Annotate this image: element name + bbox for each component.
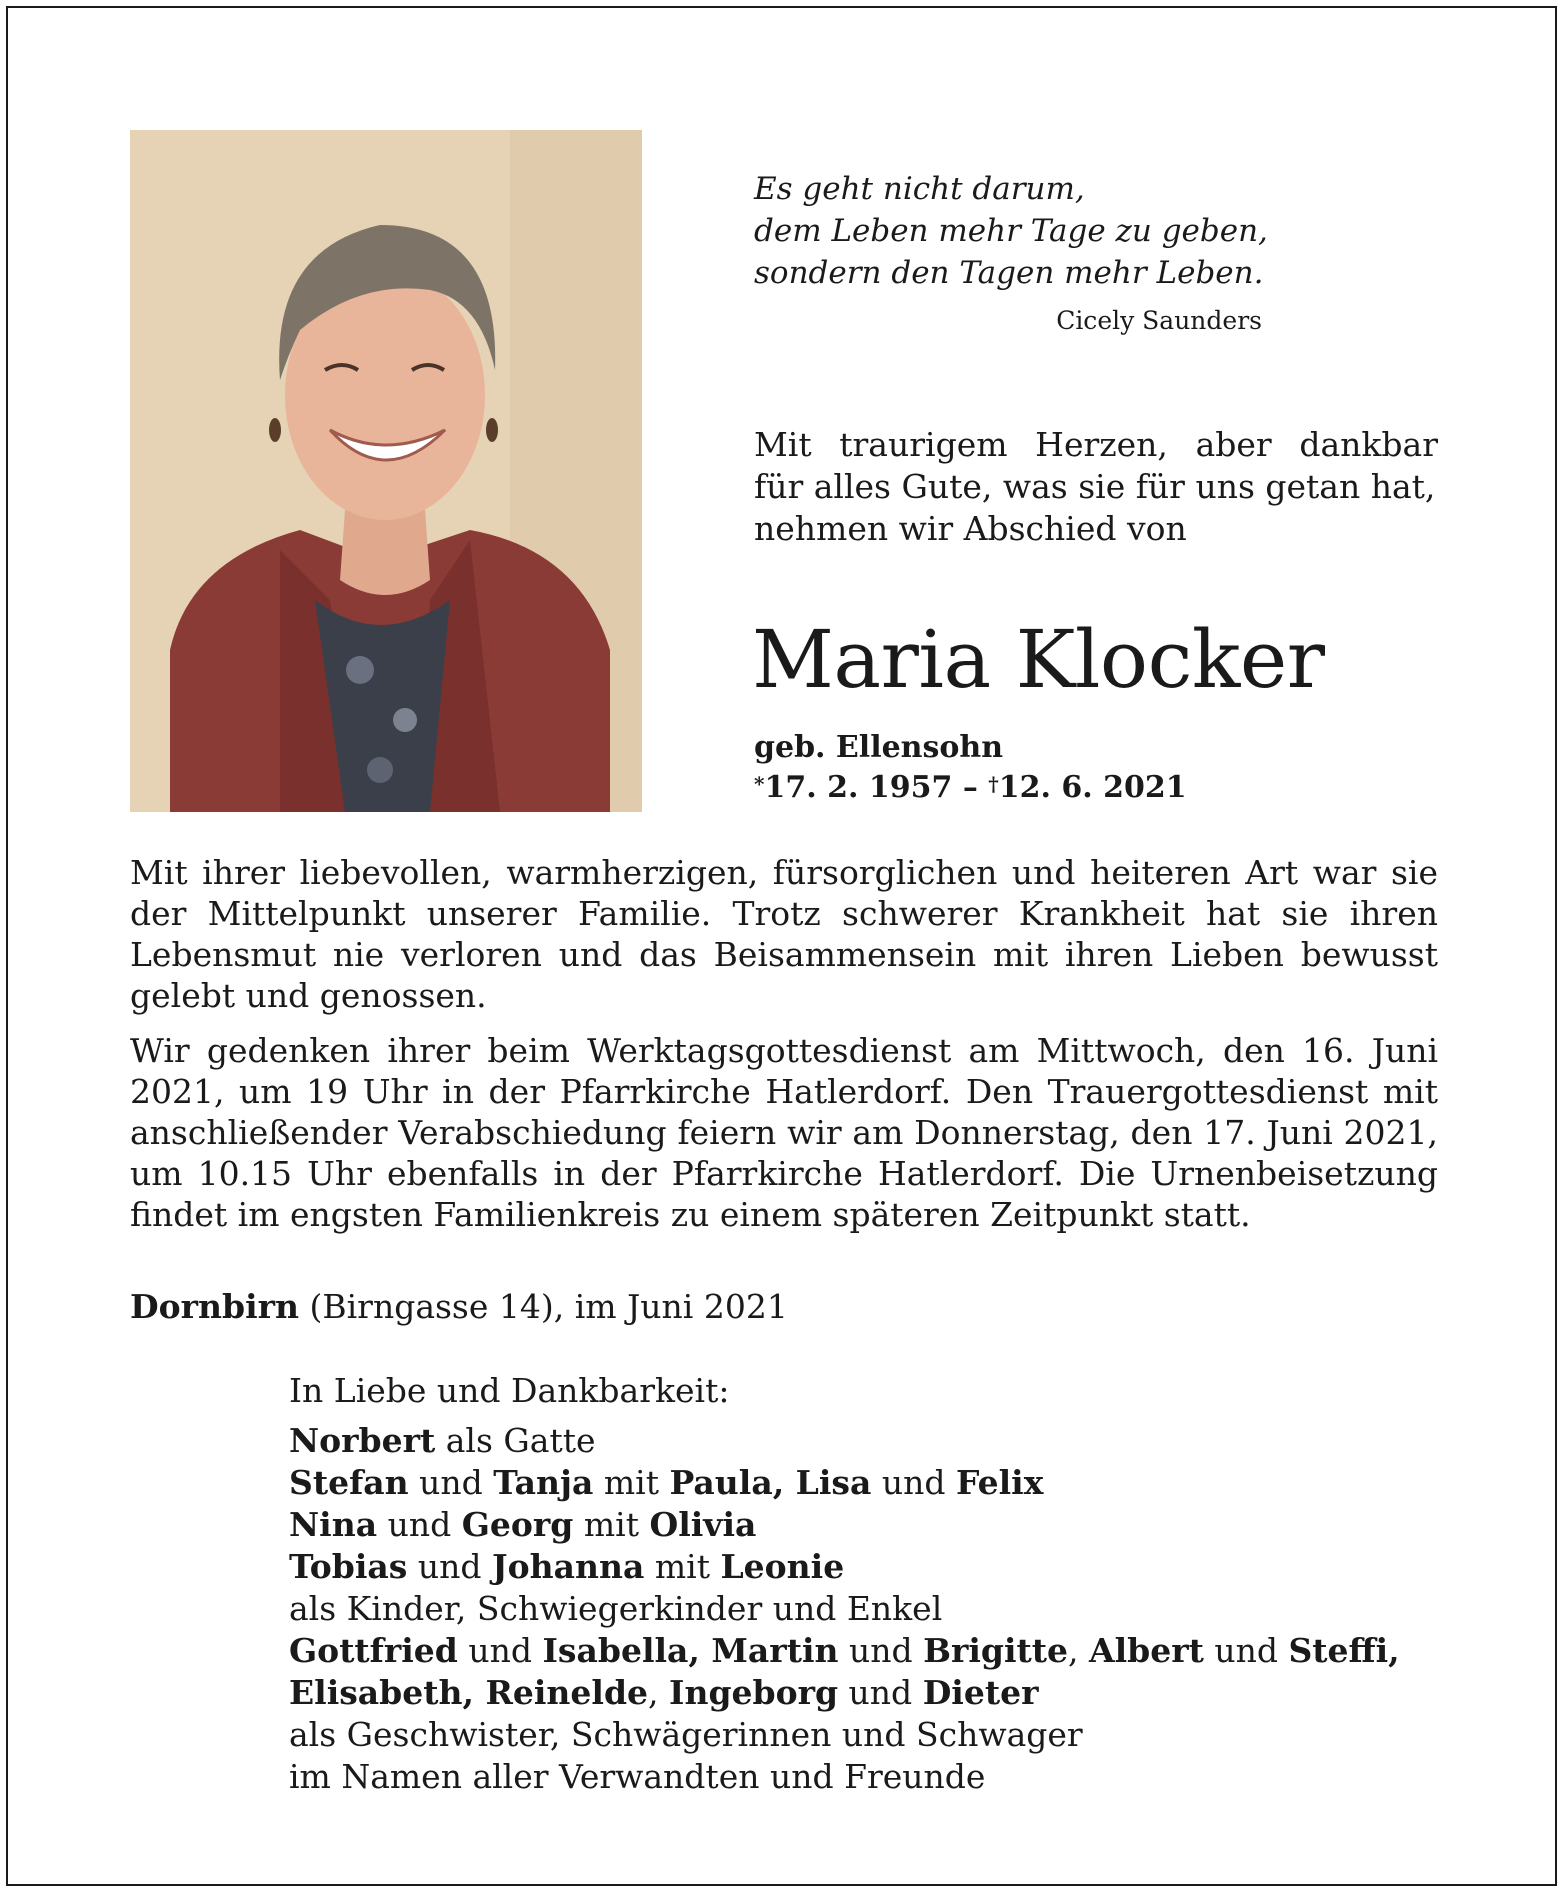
maiden-name: geb. Ellensohn — [754, 730, 1004, 765]
body-paragraph: Wir gedenken ihrer beim Werktagsgottesdienst am Mittwoch, den 16. Juni 2021, um 19 Uhr in der Pfarrkirche Hatlerdorf. Den Trauergottesdienst mit anschließender Verabschiedung feiern wir am Donnerstag, den 17. Juni 2021, um 10.15 Uhr ebenfalls in der Pfarrkirche Hatlerdorf. Die Urnenbeisetzung findet im engsten Familienkreis zu einem späteren Zeitpunkt statt. — [130, 1031, 1438, 1234]
mourner-line — [289, 1462, 1449, 1504]
mourner-name: Gottfried — [289, 1631, 458, 1670]
place-address: (Birngasse 14), im Juni 2021 — [299, 1287, 788, 1326]
mourner-text: und — [457, 1631, 543, 1670]
mourner-line — [289, 1420, 1449, 1462]
mourner-text: als Kinder, Schwiegerkinder und Enkel — [289, 1589, 943, 1628]
mourners-intro: In Liebe und Dankbarkeit: — [289, 1371, 730, 1410]
mourner-text: im Namen aller Verwandten und Freunde — [289, 1757, 986, 1796]
mourner-line — [289, 1714, 1449, 1756]
mourner-name: Tobias — [289, 1547, 408, 1586]
mourner-name: Stefan — [289, 1463, 409, 1502]
mourner-line — [289, 1756, 1449, 1798]
mourner-name: Nina — [289, 1505, 378, 1544]
mourner-name: Steffi, — [1288, 1631, 1400, 1670]
date-separator: – — [952, 770, 989, 805]
mourner-line — [289, 1630, 1449, 1672]
mourner-name: Ingeborg — [669, 1673, 839, 1712]
mourner-text: , — [648, 1673, 670, 1712]
mourner-name: Norbert — [289, 1421, 436, 1460]
mourner-name: Brigitte — [923, 1631, 1069, 1670]
mourner-text: und — [871, 1463, 957, 1502]
mourner-text: und — [377, 1505, 462, 1544]
quote-author: Cicely Saunders — [1056, 306, 1262, 335]
mourner-name: Isabella, Martin — [542, 1631, 839, 1670]
birth-date: 17. 2. 1957 — [764, 770, 953, 805]
mourner-name: Albert — [1089, 1631, 1204, 1670]
quote-line: sondern den Tagen mehr Leben. — [754, 255, 1264, 291]
deceased-name: Maria Klocker — [752, 613, 1325, 706]
life-dates — [754, 768, 1187, 808]
birth-symbol: * — [754, 772, 765, 796]
mourner-name: Johanna — [491, 1547, 645, 1586]
mourner-name: Dieter — [922, 1673, 1039, 1712]
mourner-text: als Gatte — [435, 1421, 596, 1460]
quote — [754, 168, 1274, 294]
mourner-line — [289, 1546, 1449, 1588]
place-date-line — [130, 1286, 788, 1327]
mourner-name: Felix — [956, 1463, 1044, 1502]
intro-line: nehmen wir Abschied von — [754, 509, 1187, 548]
mourner-text: mit — [593, 1463, 670, 1502]
intro-text — [754, 424, 1438, 550]
mourner-text: als Geschwister, Schwägerinnen und Schwager — [289, 1715, 1083, 1754]
mourner-lines — [289, 1420, 1449, 1798]
quote-line: Es geht nicht darum, — [754, 171, 1085, 207]
mourner-name: Olivia — [649, 1505, 757, 1544]
mourner-line — [289, 1588, 1449, 1630]
mourner-text: und — [1203, 1631, 1289, 1670]
mourner-line — [289, 1672, 1449, 1714]
place-city: Dornbirn — [130, 1287, 299, 1326]
quote-line: dem Leben mehr Tage zu geben, — [754, 213, 1268, 249]
intro-line: für alles Gute, was sie für uns getan hat, — [754, 467, 1436, 506]
mourner-name: Paula, Lisa — [669, 1463, 872, 1502]
mourner-text: und — [838, 1631, 924, 1670]
mourner-name: Tanja — [493, 1463, 594, 1502]
mourner-text: mit — [644, 1547, 721, 1586]
mourner-text: und — [408, 1463, 494, 1502]
mourner-text: und — [407, 1547, 492, 1586]
intro-line: Mit traurigem Herzen, aber dankbar — [754, 425, 1438, 464]
death-date: 12. 6. 2021 — [998, 770, 1187, 805]
death-symbol: † — [988, 772, 999, 796]
mourner-text: und — [838, 1673, 923, 1712]
mourners-list — [289, 1370, 1449, 1798]
mourner-name: Georg — [461, 1505, 574, 1544]
body-paragraph: Mit ihrer liebevollen, warmherzigen, fürsorglichen und heiteren Art war sie der Mittelpunkt unserer Familie. Trotz schwerer Krankheit hat sie ihren Lebensmut nie verloren und das Beisammensein mit ihren Lieben bewusst gelebt und genossen. — [130, 853, 1438, 1015]
obituary-body — [130, 852, 1438, 1249]
mourner-text: mit — [573, 1505, 650, 1544]
portrait-photo — [130, 130, 642, 812]
mourner-name: Elisabeth, Reinelde — [289, 1673, 649, 1712]
mourner-line — [289, 1504, 1449, 1546]
mourner-text: , — [1068, 1631, 1089, 1670]
mourner-name: Leonie — [720, 1547, 845, 1586]
